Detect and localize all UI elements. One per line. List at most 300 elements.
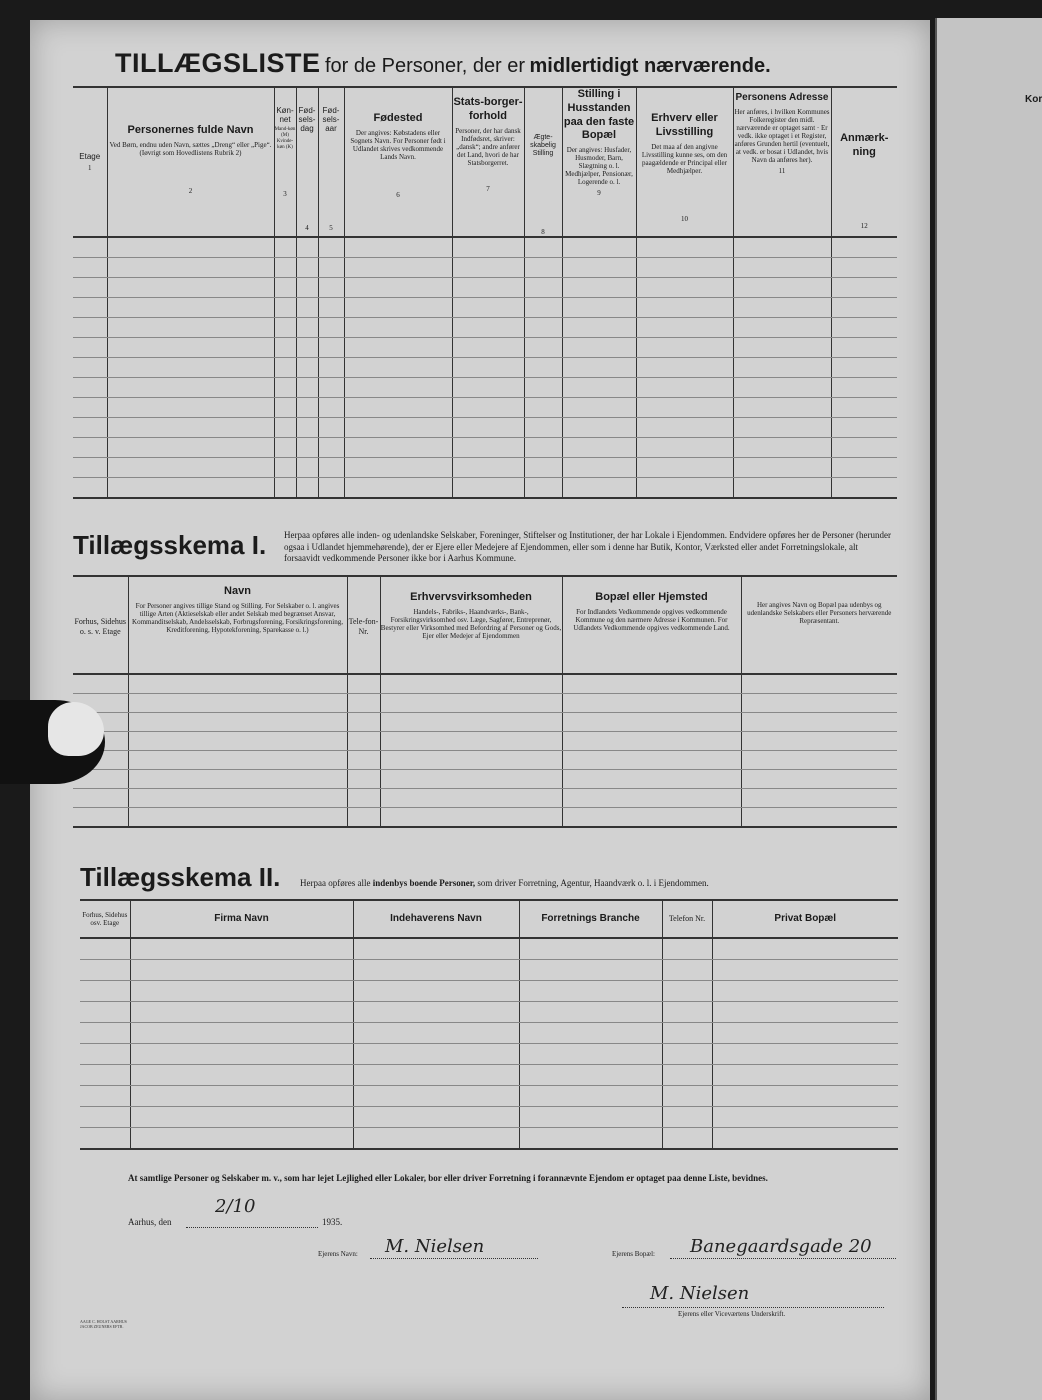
table-cell[interactable] — [73, 418, 107, 438]
table-cell[interactable] — [344, 478, 452, 499]
table-cell[interactable] — [344, 378, 452, 398]
table-cell[interactable] — [73, 278, 107, 298]
table-cell[interactable] — [296, 358, 318, 378]
table-cell[interactable] — [80, 1002, 130, 1023]
table-cell[interactable] — [524, 438, 562, 458]
table-cell[interactable] — [831, 358, 897, 378]
table-cell[interactable] — [130, 1044, 353, 1065]
table-cell[interactable] — [524, 298, 562, 318]
table-cell[interactable] — [344, 278, 452, 298]
table-cell[interactable] — [519, 1065, 662, 1086]
table-cell[interactable] — [353, 1044, 519, 1065]
table-cell[interactable] — [831, 338, 897, 358]
signature-label: Ejerens eller Viceværtens Underskrift. — [678, 1310, 786, 1318]
table-cell[interactable] — [344, 338, 452, 358]
table-cell[interactable] — [353, 1023, 519, 1044]
place-label: Aarhus, den — [128, 1217, 172, 1227]
table-cell[interactable] — [380, 770, 562, 789]
table-cell[interactable] — [519, 1044, 662, 1065]
table-cell[interactable] — [318, 338, 344, 358]
table-cell[interactable] — [73, 478, 107, 499]
table-cell[interactable] — [712, 960, 898, 981]
table-cell[interactable] — [636, 338, 733, 358]
table-cell[interactable] — [452, 318, 524, 338]
table-cell[interactable] — [318, 458, 344, 478]
table-cell[interactable] — [452, 438, 524, 458]
table-cell[interactable] — [80, 1107, 130, 1128]
table-cell[interactable] — [80, 981, 130, 1002]
table-cell[interactable] — [519, 1023, 662, 1044]
table-cell[interactable] — [831, 318, 897, 338]
table-cell[interactable] — [452, 478, 524, 499]
table-cell[interactable] — [733, 398, 831, 418]
table-row — [73, 732, 897, 751]
s2-col-etage: Forhus, Sidehus osv. Etage — [80, 900, 130, 938]
table-cell[interactable] — [636, 278, 733, 298]
col-name: Personernes fulde Navn Ved Børn, endnu uden Navn, sættes „Dreng“ eller „Pige“. (Iøvrigt som Hovedlistens Rubrik 2) 2 — [107, 87, 274, 237]
table-cell[interactable] — [80, 1044, 130, 1065]
table-cell[interactable] — [733, 418, 831, 438]
table-cell[interactable] — [130, 1002, 353, 1023]
table-cell[interactable] — [733, 338, 831, 358]
table-cell[interactable] — [274, 237, 296, 258]
table-cell[interactable] — [712, 1002, 898, 1023]
table-cell[interactable] — [562, 694, 741, 713]
table-row — [80, 1086, 898, 1107]
table-cell[interactable] — [662, 960, 712, 981]
s2-col-owner: Indehaverens Navn — [353, 900, 519, 938]
table-cell[interactable] — [662, 1107, 712, 1128]
table-cell[interactable] — [347, 751, 380, 770]
table-cell[interactable] — [380, 751, 562, 770]
table-cell[interactable] — [80, 1086, 130, 1107]
table-cell[interactable] — [344, 318, 452, 338]
table-cell[interactable] — [274, 258, 296, 278]
table-cell[interactable] — [347, 808, 380, 828]
table-cell[interactable] — [636, 258, 733, 278]
table-cell[interactable] — [452, 458, 524, 478]
table-cell[interactable] — [524, 318, 562, 338]
table-cell[interactable] — [296, 458, 318, 478]
table-cell[interactable] — [636, 478, 733, 499]
table-cell[interactable] — [741, 732, 897, 751]
table-cell[interactable] — [562, 674, 741, 694]
table-cell[interactable] — [347, 732, 380, 751]
table-cell[interactable] — [80, 960, 130, 981]
table-cell[interactable] — [296, 298, 318, 318]
table-cell[interactable] — [741, 808, 897, 828]
table-cell[interactable] — [452, 358, 524, 378]
table-cell[interactable] — [712, 938, 898, 960]
table-cell[interactable] — [636, 398, 733, 418]
table-cell[interactable] — [524, 458, 562, 478]
table-cell[interactable] — [353, 1128, 519, 1150]
table-cell[interactable] — [318, 418, 344, 438]
table-cell[interactable] — [344, 237, 452, 258]
table-cell[interactable] — [562, 418, 636, 438]
col-etage: Etage 1 — [73, 87, 107, 237]
table-cell[interactable] — [318, 298, 344, 318]
table-row — [80, 1023, 898, 1044]
s2-col-phone: Telefon Nr. — [662, 900, 712, 938]
table-cell[interactable] — [562, 338, 636, 358]
table-cell[interactable] — [73, 318, 107, 338]
table-cell[interactable] — [73, 358, 107, 378]
table-cell[interactable] — [296, 478, 318, 499]
table-cell[interactable] — [130, 1107, 353, 1128]
table-cell[interactable] — [73, 438, 107, 458]
table-cell[interactable] — [831, 237, 897, 258]
table-cell[interactable] — [452, 298, 524, 318]
table-cell[interactable] — [733, 478, 831, 499]
table-cell[interactable] — [80, 1023, 130, 1044]
table-cell[interactable] — [344, 418, 452, 438]
table-row — [80, 981, 898, 1002]
col-household: Stilling i Husstanden paa den faste Bopæl Der angives: Husfader, Husmoder, Barn, Slægtning o. l. Medhjælper, Pensionær, Logerende o. l. 9 — [562, 87, 636, 237]
table-cell[interactable] — [380, 789, 562, 808]
table-cell[interactable] — [452, 237, 524, 258]
table-cell[interactable] — [562, 298, 636, 318]
table-cell[interactable] — [128, 808, 347, 828]
table-cell[interactable] — [128, 694, 347, 713]
table-cell[interactable] — [73, 258, 107, 278]
table-cell[interactable] — [831, 278, 897, 298]
table-cell[interactable] — [128, 770, 347, 789]
table-cell[interactable] — [73, 378, 107, 398]
table-cell[interactable] — [318, 478, 344, 499]
table-cell[interactable] — [80, 938, 130, 960]
declaration-text: At samtlige Personer og Selskaber m. v., som har lejet Lejlighed eller Lokaler, bor eller driver Forretning i forannævnte Ejendom er optaget paa denne Liste, bevidnes. — [128, 1173, 768, 1183]
table-cell[interactable] — [452, 378, 524, 398]
table-row — [73, 318, 897, 338]
table-cell[interactable] — [562, 751, 741, 770]
table-cell[interactable] — [562, 808, 741, 828]
table-cell[interactable] — [662, 1044, 712, 1065]
table-cell[interactable] — [562, 732, 741, 751]
table-cell[interactable] — [353, 981, 519, 1002]
table-cell[interactable] — [318, 258, 344, 278]
main-table — [73, 86, 897, 499]
table-cell[interactable] — [733, 438, 831, 458]
table-cell[interactable] — [344, 298, 452, 318]
table-cell[interactable] — [733, 378, 831, 398]
table-cell[interactable] — [733, 258, 831, 278]
table-cell[interactable] — [712, 1044, 898, 1065]
table-cell[interactable] — [831, 298, 897, 318]
table-cell[interactable] — [344, 258, 452, 278]
table-cell[interactable] — [562, 478, 636, 499]
table-cell[interactable] — [524, 418, 562, 438]
table-cell[interactable] — [519, 1086, 662, 1107]
table-row — [73, 770, 897, 789]
table-cell[interactable] — [636, 458, 733, 478]
table-cell[interactable] — [344, 458, 452, 478]
table-cell[interactable] — [562, 318, 636, 338]
col-address: Personens Adresse Her anføres, i hvilken Kommunes Folkeregister den midl. nærværende er optaget samt · Er vedk. ikke optaget i et Register, anføres Grunden hertil (eventuelt, at vedk. er bosat i Udlandet, hvis Navn da anføres her). 11 — [733, 87, 831, 237]
table-cell[interactable] — [524, 378, 562, 398]
table-row — [73, 378, 897, 398]
table-cell[interactable] — [562, 789, 741, 808]
table-cell[interactable] — [636, 237, 733, 258]
table-cell[interactable] — [741, 789, 897, 808]
table-cell[interactable] — [562, 770, 741, 789]
table-cell[interactable] — [73, 789, 128, 808]
table-cell[interactable] — [524, 398, 562, 418]
table-cell[interactable] — [562, 458, 636, 478]
table-cell[interactable] — [130, 1128, 353, 1150]
table-cell[interactable] — [519, 938, 662, 960]
table-cell[interactable] — [524, 278, 562, 298]
table-cell[interactable] — [296, 278, 318, 298]
table-cell[interactable] — [452, 258, 524, 278]
table-row — [73, 358, 897, 378]
s1-col-residence: Bopæl eller Hjemsted For Indlandets Vedkommende opgives vedkommende Kommune og den nærmere Adresse i Kommunen. For Udlandets Vedkommende opgives vedkommende Land. — [562, 576, 741, 674]
table-cell[interactable] — [452, 398, 524, 418]
table-cell[interactable] — [128, 789, 347, 808]
table-cell[interactable] — [519, 1002, 662, 1023]
col-birthday: Fød-sels-dag 4 — [296, 87, 318, 237]
table-cell[interactable] — [524, 338, 562, 358]
table-cell[interactable] — [452, 338, 524, 358]
table-cell[interactable] — [107, 418, 274, 438]
table-cell[interactable] — [347, 789, 380, 808]
table-cell[interactable] — [733, 458, 831, 478]
table-cell[interactable] — [73, 458, 107, 478]
table-cell[interactable] — [128, 713, 347, 732]
table-cell[interactable] — [662, 1023, 712, 1044]
table-cell[interactable] — [130, 1086, 353, 1107]
schema2-table — [80, 899, 898, 1150]
table-cell[interactable] — [712, 1023, 898, 1044]
table-cell[interactable] — [452, 278, 524, 298]
table-cell[interactable] — [831, 438, 897, 458]
table-cell[interactable] — [347, 770, 380, 789]
table-cell[interactable] — [519, 981, 662, 1002]
col-citizenship: Stats-borger-forhold Personer, der har dansk Indfødsret, skriver: „dansk“; andre anfører det Land, hvori de har Statsborgerret. 7 — [452, 87, 524, 237]
table-cell[interactable] — [636, 438, 733, 458]
table-cell[interactable] — [80, 1128, 130, 1150]
table-cell[interactable] — [107, 478, 274, 499]
table-cell[interactable] — [107, 237, 274, 258]
owner-name-label: Ejerens Navn: — [318, 1250, 358, 1258]
table-cell[interactable] — [318, 318, 344, 338]
signature-handwritten: M. Nielsen — [650, 1283, 750, 1304]
table-cell[interactable] — [130, 981, 353, 1002]
table-cell[interactable] — [831, 478, 897, 499]
table-cell[interactable] — [296, 338, 318, 358]
table-cell[interactable] — [831, 458, 897, 478]
table-cell[interactable] — [712, 1086, 898, 1107]
table-cell[interactable] — [130, 960, 353, 981]
table-cell[interactable] — [274, 278, 296, 298]
table-cell[interactable] — [353, 938, 519, 960]
table-cell[interactable] — [274, 438, 296, 458]
table-cell[interactable] — [380, 694, 562, 713]
table-cell[interactable] — [380, 732, 562, 751]
table-cell[interactable] — [73, 338, 107, 358]
table-cell[interactable] — [296, 237, 318, 258]
table-cell[interactable] — [524, 358, 562, 378]
table-cell[interactable] — [107, 338, 274, 358]
table-cell[interactable] — [380, 674, 562, 694]
table-cell[interactable] — [519, 1128, 662, 1150]
table-cell[interactable] — [712, 1128, 898, 1150]
table-cell[interactable] — [353, 1002, 519, 1023]
table-cell[interactable] — [562, 378, 636, 398]
table-cell[interactable] — [636, 418, 733, 438]
table-cell[interactable] — [296, 258, 318, 278]
title-main: TILLÆGSLISTE — [115, 48, 321, 78]
table-cell[interactable] — [107, 258, 274, 278]
table-cell[interactable] — [662, 1086, 712, 1107]
table-cell[interactable] — [380, 808, 562, 828]
table-cell[interactable] — [733, 318, 831, 338]
table-cell[interactable] — [318, 438, 344, 458]
table-cell[interactable] — [73, 237, 107, 258]
table-cell[interactable] — [636, 378, 733, 398]
table-cell[interactable] — [274, 458, 296, 478]
table-row — [73, 789, 897, 808]
table-cell[interactable] — [296, 398, 318, 418]
table-cell[interactable] — [741, 694, 897, 713]
table-cell[interactable] — [130, 938, 353, 960]
table-cell[interactable] — [296, 318, 318, 338]
table-row — [73, 278, 897, 298]
table-cell[interactable] — [107, 398, 274, 418]
table-cell[interactable] — [274, 358, 296, 378]
table-cell[interactable] — [662, 981, 712, 1002]
table-cell[interactable] — [662, 1002, 712, 1023]
table-cell[interactable] — [662, 1128, 712, 1150]
table-cell[interactable] — [831, 378, 897, 398]
table-cell[interactable] — [274, 298, 296, 318]
table-row — [73, 237, 897, 258]
table-cell[interactable] — [562, 398, 636, 418]
table-cell[interactable] — [636, 318, 733, 338]
table-cell[interactable] — [130, 1065, 353, 1086]
table-cell[interactable] — [524, 478, 562, 499]
table-cell[interactable] — [128, 674, 347, 694]
table-cell[interactable] — [636, 358, 733, 378]
table-cell[interactable] — [353, 960, 519, 981]
table-cell[interactable] — [73, 298, 107, 318]
table-cell[interactable] — [107, 438, 274, 458]
table-cell[interactable] — [831, 398, 897, 418]
table-cell[interactable] — [318, 237, 344, 258]
table-cell[interactable] — [562, 438, 636, 458]
owner-address-handwritten: Banegaardsgade 20 — [690, 1236, 872, 1257]
table-cell[interactable] — [274, 378, 296, 398]
table-cell[interactable] — [562, 278, 636, 298]
table-cell[interactable] — [347, 694, 380, 713]
table-cell[interactable] — [128, 732, 347, 751]
table-cell[interactable] — [831, 258, 897, 278]
table-cell[interactable] — [524, 237, 562, 258]
table-cell[interactable] — [107, 298, 274, 318]
table-cell[interactable] — [741, 770, 897, 789]
table-cell[interactable] — [344, 438, 452, 458]
col-remarks: Anmærk-ning 12 — [831, 87, 897, 237]
table-cell[interactable] — [636, 298, 733, 318]
table-cell[interactable] — [274, 338, 296, 358]
table-cell[interactable] — [562, 713, 741, 732]
table-cell[interactable] — [318, 398, 344, 418]
table-cell[interactable] — [347, 713, 380, 732]
table-cell[interactable] — [318, 278, 344, 298]
table-cell[interactable] — [733, 298, 831, 318]
s1-col-name: Navn For Personer angives tillige Stand og Stilling. For Selskaber o. l. angives tillige Arten (Aktieselskab eller andet Selskab med begrænset Ansvar, Kommanditselskab, Andelsselskab, Forbrugsforening, Forsikringsforening, Kreditforening, Hypotekforening, Sparekasse o. l.) — [128, 576, 347, 674]
table-cell[interactable] — [107, 278, 274, 298]
table-cell[interactable] — [318, 378, 344, 398]
owner-address-line — [670, 1258, 896, 1259]
table-cell[interactable] — [712, 1107, 898, 1128]
table-cell[interactable] — [274, 398, 296, 418]
table-row — [73, 258, 897, 278]
table-cell[interactable] — [519, 960, 662, 981]
table-cell[interactable] — [741, 751, 897, 770]
table-cell[interactable] — [562, 258, 636, 278]
table-cell[interactable] — [318, 358, 344, 378]
table-cell[interactable] — [741, 674, 897, 694]
table-cell[interactable] — [73, 674, 128, 694]
s1-col-phone: Tele-fon-Nr. — [347, 576, 380, 674]
table-cell[interactable] — [831, 418, 897, 438]
table-cell[interactable] — [107, 378, 274, 398]
table-cell[interactable] — [562, 358, 636, 378]
table-cell[interactable] — [733, 358, 831, 378]
table-cell[interactable] — [712, 1065, 898, 1086]
table-cell[interactable] — [562, 237, 636, 258]
table-cell[interactable] — [380, 713, 562, 732]
table-cell[interactable] — [274, 478, 296, 499]
schema2-description: Herpaa opføres alle indenbys boende Personer, som driver Forretning, Agentur, Haandværk o. l. i Ejendommen. — [300, 878, 709, 888]
table-row — [73, 438, 897, 458]
table-cell[interactable] — [741, 713, 897, 732]
table-cell[interactable] — [80, 1065, 130, 1086]
table-cell[interactable] — [347, 674, 380, 694]
table-cell[interactable] — [524, 258, 562, 278]
table-cell[interactable] — [344, 358, 452, 378]
table-cell[interactable] — [712, 981, 898, 1002]
table-cell[interactable] — [662, 1065, 712, 1086]
table-row — [73, 338, 897, 358]
table-cell[interactable] — [107, 318, 274, 338]
table-cell[interactable] — [733, 278, 831, 298]
table-cell[interactable] — [452, 418, 524, 438]
table-cell[interactable] — [107, 458, 274, 478]
date-handwritten: 2/10 — [215, 1196, 256, 1217]
table-cell[interactable] — [733, 237, 831, 258]
table-cell[interactable] — [274, 318, 296, 338]
table-cell[interactable] — [353, 1086, 519, 1107]
table-cell[interactable] — [296, 378, 318, 398]
table-cell[interactable] — [296, 418, 318, 438]
table-cell[interactable] — [107, 358, 274, 378]
table-cell[interactable] — [353, 1065, 519, 1086]
table-cell[interactable] — [73, 808, 128, 828]
table-cell[interactable] — [344, 398, 452, 418]
table-cell[interactable] — [130, 1023, 353, 1044]
table-cell[interactable] — [274, 418, 296, 438]
table-cell[interactable] — [519, 1107, 662, 1128]
printer-mark: AAGE C. HOLST AARHUS JACOB ZEUNERS EFTR. — [80, 1319, 127, 1329]
table-cell[interactable] — [128, 751, 347, 770]
table-cell[interactable] — [73, 398, 107, 418]
adjacent-page-fragment: Kor — [1025, 94, 1042, 105]
table-cell[interactable] — [296, 438, 318, 458]
table-cell[interactable] — [353, 1107, 519, 1128]
table-cell[interactable] — [662, 938, 712, 960]
